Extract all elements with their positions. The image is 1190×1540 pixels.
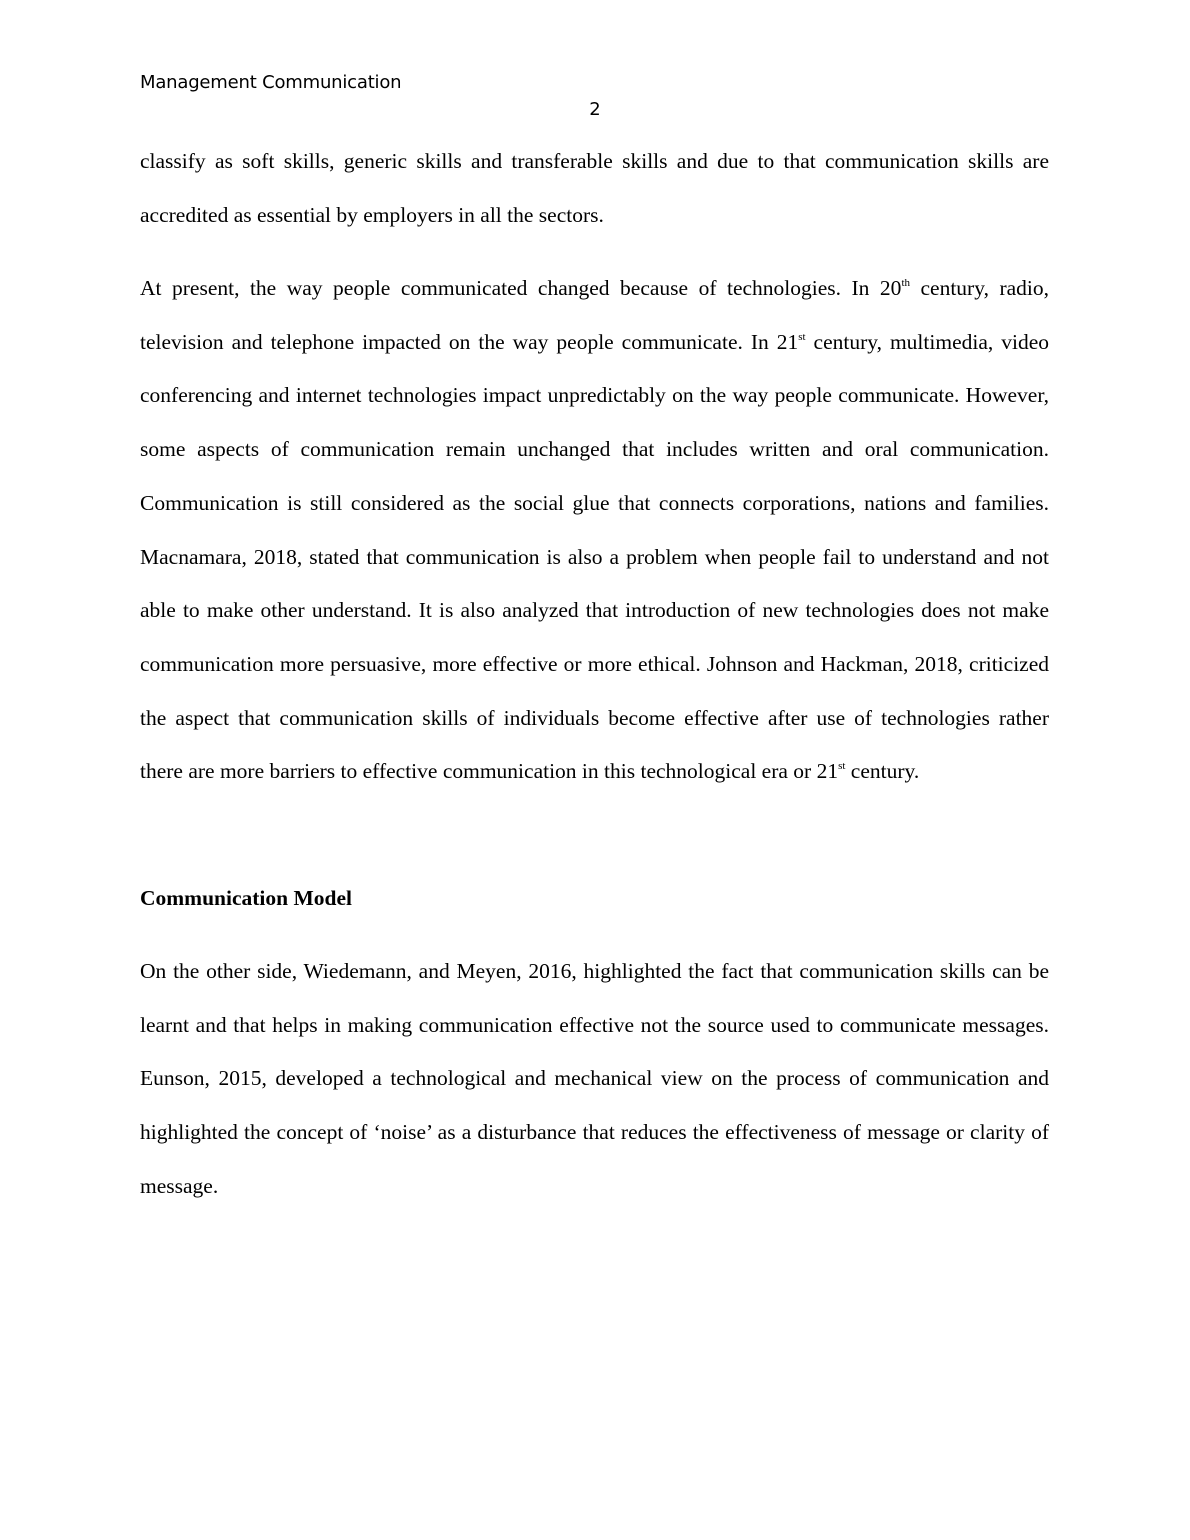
- body-paragraph-3: On the other side, Wiedemann, and Meyen, 2016, highlighted the fact that communication skills can be learnt and that helps in making communication effective not the source used to communicate messages. Eunson, 2015, developed a technological and mechanical view on the process of communication and highlighted the concept of ‘noise’ as a disturbance that reduces the effectiveness of message or clarity of message.: [140, 959, 1049, 1198]
- paragraph-2-segment-1: At present, the way people communicated changed because of technologies. In 20: [140, 276, 902, 300]
- page-number: 2: [589, 99, 601, 120]
- paragraph-2-segment-4: century.: [845, 759, 920, 784]
- paragraph-2-segment-3: century, multimedia, video conferencing and internet technologies impact unpredictably on the way people communicate. However, some aspects of communication remain unchanged that includes written and oral communication. Communication is still considered as the social glue that connects corporations, nations and families. Macnamara, 2018, stated that communication is also a problem when people fail to understand and not able to make other understand. It is also analyzed that introduction of new technologies does not make communication more persuasive, more effective or more ethical. Johnson and Hackman, 2018, criticized the aspect that communication skills of individuals become effective after use of technologies rather there are more barriers to effective communication in this technological era or 21: [140, 329, 1049, 784]
- ordinal-superscript-st-2: st: [838, 760, 846, 773]
- body-paragraph-2: [140, 262, 1049, 799]
- ordinal-superscript-th: th: [901, 277, 910, 289]
- ordinal-superscript-st: st: [798, 330, 806, 343]
- section-heading: Communication Model: [140, 886, 353, 910]
- body-paragraph-1: classify as soft skills, generic skills and transferable skills and due to that communication skills are accredited as essential by employers in all the sectors.: [140, 149, 1049, 227]
- running-header-title: Management Communication: [140, 72, 402, 93]
- paragraph-2-segment-2: century, radio, television and telephone impacted on the way people communicate. In 21: [140, 276, 1049, 354]
